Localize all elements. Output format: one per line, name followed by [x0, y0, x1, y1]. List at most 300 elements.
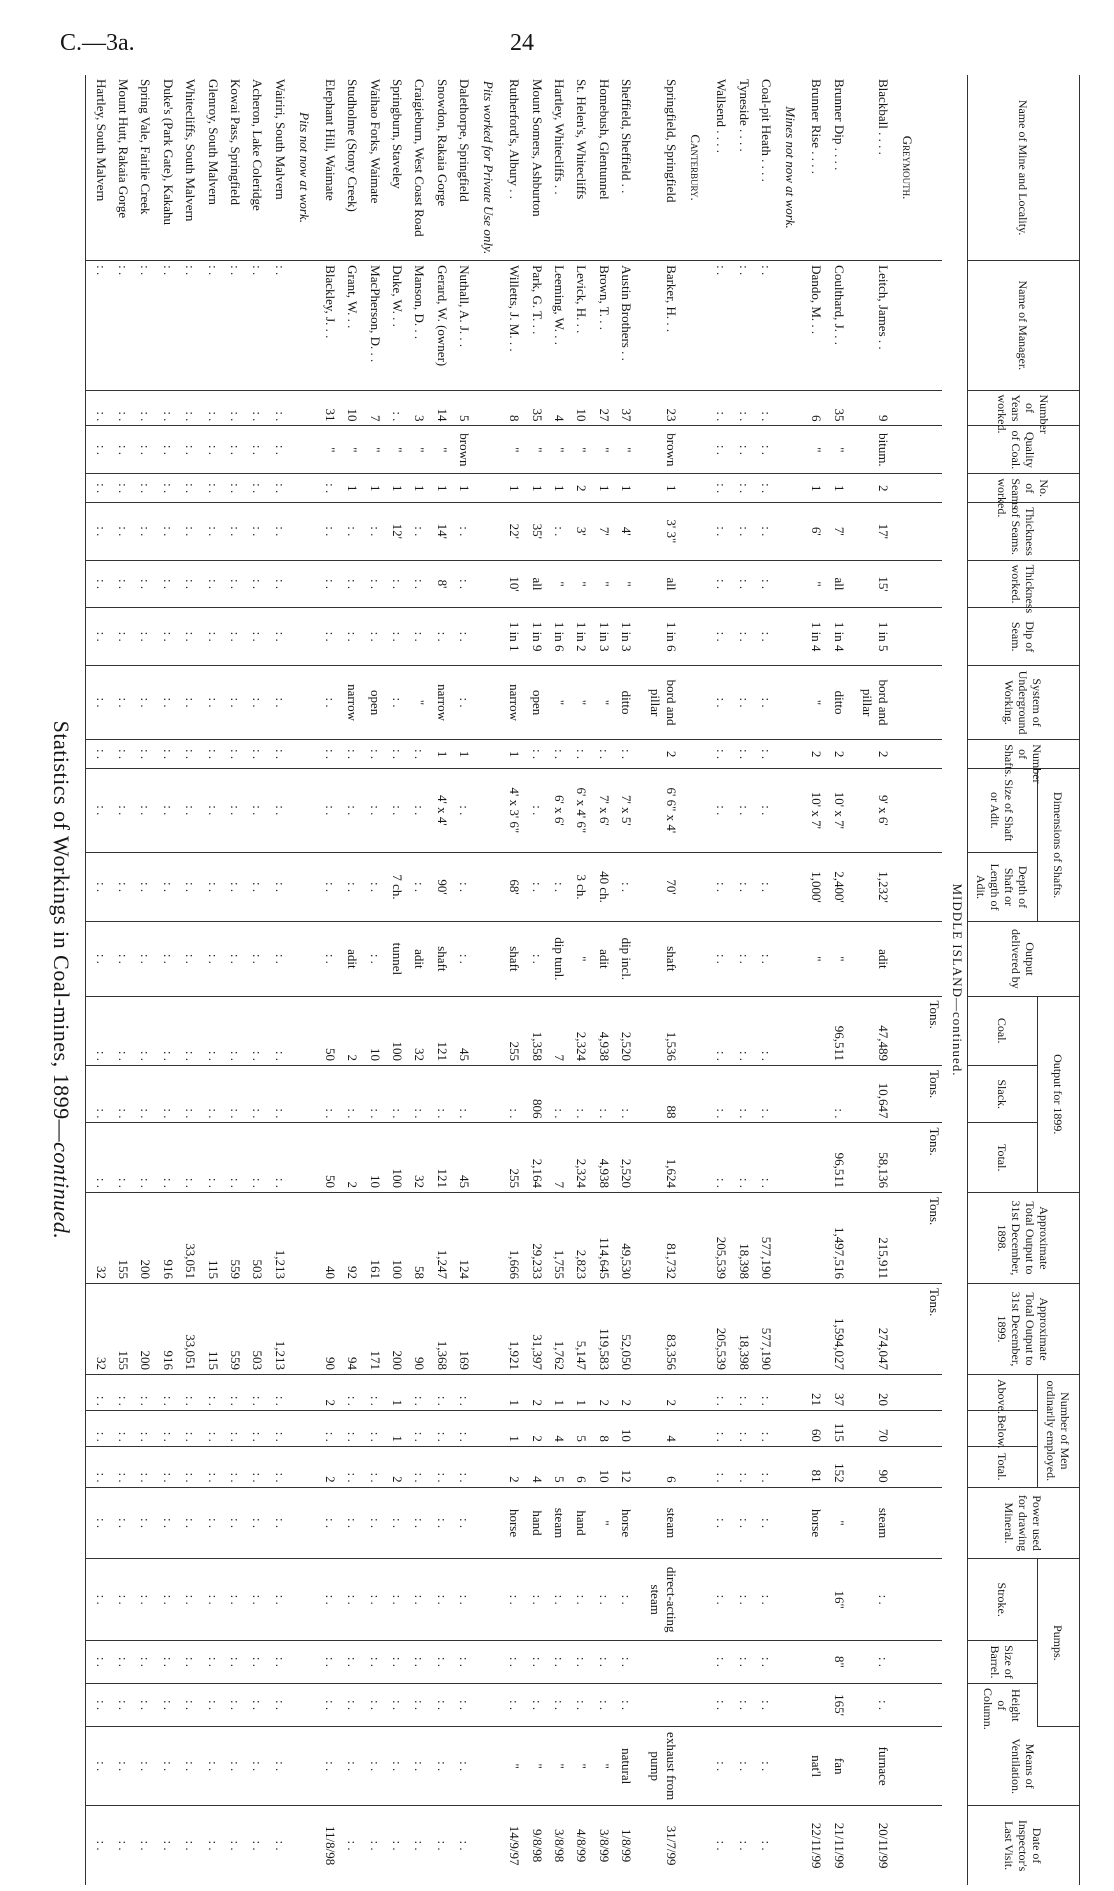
cell-depth: : .	[176, 852, 198, 921]
cell-name: Blackball . . . .	[847, 75, 892, 261]
cell-column: : .	[612, 1684, 634, 1727]
cell-size: : .	[360, 768, 382, 852]
cell-depth: : .	[243, 852, 265, 921]
cell-thick: 22'	[500, 503, 522, 560]
cell-seams: : .	[153, 474, 175, 503]
cell-to98: 114,645	[589, 1192, 611, 1283]
cell-barrel	[802, 1640, 824, 1683]
cell-stroke: : .	[729, 1559, 751, 1640]
cell-stroke	[802, 1559, 824, 1640]
cell-below: 2	[522, 1410, 544, 1446]
section-heading	[774, 75, 802, 1885]
cell-below: 4	[545, 1410, 567, 1446]
cell-to99	[802, 1283, 824, 1374]
cell-name: Wairiri, South Malvern	[265, 75, 287, 261]
cell-manager: : .	[131, 261, 153, 390]
cell-men: 5	[545, 1446, 567, 1487]
header-thickness-worked: Thickness worked.	[968, 560, 1080, 608]
cell-system: : .	[109, 665, 131, 739]
cell-power: : .	[405, 1487, 427, 1559]
page-number: 24	[510, 30, 534, 56]
header-total: Total.	[968, 1123, 1038, 1193]
cell-worked: "	[567, 560, 589, 608]
cell-stroke: : .	[847, 1559, 892, 1640]
cell-years: : .	[176, 390, 198, 426]
cell-stroke: : .	[153, 1559, 175, 1640]
cell-men: : .	[86, 1446, 109, 1487]
table-title-continued: continued.	[49, 1142, 74, 1240]
cell-total: 2	[338, 1123, 360, 1193]
cell-seams: : .	[221, 474, 243, 503]
cell-dip: : .	[243, 608, 265, 665]
cell-to98: 100	[383, 1192, 405, 1283]
rotated-table-area	[49, 75, 1080, 1885]
cell-to99: 33,051	[176, 1283, 198, 1374]
cell-column: : .	[450, 1684, 472, 1727]
cell-worked: : .	[752, 560, 774, 608]
cell-name: Springburn, Staveley	[383, 75, 405, 261]
cell-column: : .	[243, 1684, 265, 1727]
cell-men: 6	[567, 1446, 589, 1487]
table-row	[729, 75, 751, 1885]
header-total-1899: Approximate Total Output to 31st December, 1899.	[968, 1283, 1080, 1374]
cell-dip: : .	[109, 608, 131, 665]
cell-total: 4,938	[589, 1123, 611, 1193]
cell-delivered: : .	[729, 922, 751, 996]
cell-column: : .	[427, 1684, 449, 1727]
cell-seams: 2	[567, 474, 589, 503]
cell-vent: "	[589, 1727, 611, 1806]
header-barrel: Size of Barrel.	[968, 1640, 1038, 1683]
cell-slack: : .	[131, 1065, 153, 1122]
cell-coal: 45	[450, 996, 472, 1065]
cell-slack: : .	[176, 1065, 198, 1122]
section-heading	[472, 75, 500, 1885]
cell-slack: : .	[243, 1065, 265, 1122]
cell-slack: : .	[729, 1065, 751, 1122]
cell-power: : .	[338, 1487, 360, 1559]
cell-seams: : .	[752, 474, 774, 503]
cell-slack: : .	[589, 1065, 611, 1122]
cell-name: Rutherford's, Albury . .	[500, 75, 522, 261]
cell-worked: : .	[405, 560, 427, 608]
cell-stroke: : .	[221, 1559, 243, 1640]
cell-to98: 1,213	[265, 1192, 287, 1283]
cell-stroke: : .	[243, 1559, 265, 1640]
cell-size: 9' x 6'	[847, 768, 892, 852]
cell-quality: "	[802, 426, 824, 474]
cell-system: : .	[707, 665, 729, 739]
cell-name: Brunner Rise . . . .	[802, 75, 824, 261]
cell-shafts: 1	[450, 740, 472, 769]
cell-visit: : .	[434, 1840, 450, 1851]
page-ref: C.—3a.	[60, 30, 135, 56]
cell-years: 7	[360, 390, 382, 426]
cell-to98: 115	[198, 1192, 220, 1283]
cell-delivered: : .	[265, 922, 287, 996]
cell-size: 6' 6" x 4'	[634, 768, 679, 852]
cell-power: horse	[612, 1487, 634, 1559]
cell-to98: 81,732	[634, 1192, 679, 1283]
table-row	[405, 75, 427, 1885]
cell-years: 37	[612, 390, 634, 426]
header-output: Output for 1899.	[1038, 996, 1080, 1192]
cell-column: : .	[360, 1684, 382, 1727]
cell-visit: : .	[367, 1840, 383, 1851]
cell-dip: : .	[265, 608, 287, 665]
cell-depth: : .	[265, 852, 287, 921]
cell-power: : .	[243, 1487, 265, 1559]
cell-coal: 7	[545, 996, 567, 1065]
cell-total: : .	[176, 1123, 198, 1193]
cell-men: : .	[243, 1446, 265, 1487]
table-row	[802, 75, 824, 1885]
cell-above: : .	[427, 1375, 449, 1411]
cell-worked: : .	[86, 560, 109, 608]
cell-to99: 115	[198, 1283, 220, 1374]
cell-years: 10	[567, 390, 589, 426]
cell-name: Kowai Pass, Springfield	[221, 75, 243, 261]
cell-years: 27	[589, 390, 611, 426]
header-ventilation: Means of Ventilation.	[968, 1727, 1080, 1806]
header-manager: Name of Manager.	[968, 261, 1080, 390]
cell-vent: natural	[612, 1727, 634, 1806]
cell-to98: 124	[450, 1192, 472, 1283]
cell-barrel: : .	[707, 1640, 729, 1683]
cell-vent: nat'l	[802, 1727, 824, 1806]
cell-slack: : .	[567, 1065, 589, 1122]
cell-years: : .	[243, 390, 265, 426]
cell-men: : .	[752, 1446, 774, 1487]
cell-total	[802, 1123, 824, 1193]
cell-men: 2	[383, 1446, 405, 1487]
header-column: Height of Column.	[968, 1684, 1038, 1727]
cell-total: : .	[752, 1123, 774, 1193]
cell-coal: : .	[729, 996, 751, 1065]
section-label: Mines not now at work.	[774, 75, 802, 261]
coal-mines-table	[85, 75, 1080, 1885]
cell-visit: 21/11/99	[831, 1822, 847, 1869]
cell-size: 6' x 6'	[545, 768, 567, 852]
cell-manager: MacPherson, D. . .	[360, 261, 382, 390]
cell-shafts: : .	[338, 740, 360, 769]
cell-delivered: adit	[338, 922, 360, 996]
cell-years: 8	[500, 390, 522, 426]
cell-years: 35	[824, 390, 846, 426]
cell-depth: : .	[221, 852, 243, 921]
cell-thick: 14'	[427, 503, 449, 560]
cell-below: : .	[729, 1410, 751, 1446]
cell-quality: "	[500, 426, 522, 474]
cell-power: : .	[265, 1487, 287, 1559]
cell-depth: 70'	[634, 852, 679, 921]
cell-thick: : .	[153, 503, 175, 560]
header-coal: Coal.	[968, 996, 1038, 1065]
cell-to98: 200	[131, 1192, 153, 1283]
cell-manager: Barker, H. . .	[634, 261, 679, 390]
cell-vent: : .	[729, 1727, 751, 1806]
table-row	[450, 75, 472, 1885]
cell-name: Hartley, Whitecliffs . .	[545, 75, 567, 261]
cell-power: "	[824, 1487, 846, 1559]
cell-below: : .	[450, 1410, 472, 1446]
cell-to98: 29,233	[522, 1192, 544, 1283]
cell-thick: 3'	[567, 503, 589, 560]
cell-size: : .	[131, 768, 153, 852]
cell-coal: : .	[243, 996, 265, 1065]
cell-column	[634, 1684, 679, 1727]
cell-vent: exhaust from pump	[634, 1727, 679, 1806]
cell-dip: : .	[221, 608, 243, 665]
cell-below: 10	[612, 1410, 634, 1446]
cell-coal: 100	[383, 996, 405, 1065]
cell-visit: 20/11/99	[876, 1822, 892, 1869]
cell-name: Sheffield, Sheffield . .	[612, 75, 634, 261]
cell-shafts: : .	[243, 740, 265, 769]
cell-years: : .	[383, 390, 405, 426]
cell-manager: : .	[221, 261, 243, 390]
cell-thick: : .	[405, 503, 427, 560]
header-quality: Quality of Coal.	[968, 426, 1080, 474]
cell-below: : .	[338, 1410, 360, 1446]
cell-total: 2,520	[612, 1123, 634, 1193]
cell-manager: : .	[198, 261, 220, 390]
cell-to99: 274,047	[847, 1283, 892, 1374]
cell-thick: 7'	[824, 503, 846, 560]
cell-worked: : .	[176, 560, 198, 608]
cell-shafts: : .	[405, 740, 427, 769]
units-coal: Tons.	[919, 996, 941, 1065]
cell-depth: : .	[450, 852, 472, 921]
table-row	[316, 75, 338, 1885]
cell-visit: : .	[227, 1840, 243, 1851]
cell-to99: 205,539	[707, 1283, 729, 1374]
cell-name: Acheron, Lake Coleridge	[243, 75, 265, 261]
cell-seams: 1	[589, 474, 611, 503]
cell-men: 152	[824, 1446, 846, 1487]
cell-power: : .	[198, 1487, 220, 1559]
cell-coal: : .	[176, 996, 198, 1065]
cell-thick: : .	[243, 503, 265, 560]
cell-visit: : .	[714, 1840, 730, 1851]
island-band-label: MIDDLE ISLAND—continued.	[950, 883, 965, 1077]
cell-vent: "	[522, 1727, 544, 1806]
cell-shafts: 1	[427, 740, 449, 769]
header-name: Name of Mine and Locality.	[968, 75, 1080, 261]
table-row	[243, 75, 265, 1885]
cell-to99: 1,762	[545, 1283, 567, 1374]
cell-above: : .	[109, 1375, 131, 1411]
cell-above: 1	[383, 1375, 405, 1411]
cell-seams: 1	[427, 474, 449, 503]
cell-thick: : .	[265, 503, 287, 560]
cell-below: 1	[500, 1410, 522, 1446]
cell-to99: 1,921	[500, 1283, 522, 1374]
cell-size: 6' x 4' 6"	[567, 768, 589, 852]
cell-coal: 4,938	[589, 996, 611, 1065]
cell-dip: : .	[707, 608, 729, 665]
cell-to99: 916	[153, 1283, 175, 1374]
cell-size: : .	[198, 768, 220, 852]
cell-years: : .	[221, 390, 243, 426]
cell-slack: : .	[316, 1065, 338, 1122]
header-slack: Slack.	[968, 1065, 1038, 1122]
cell-depth: : .	[752, 852, 774, 921]
cell-to98: 40	[316, 1192, 338, 1283]
cell-vent: : .	[153, 1727, 175, 1806]
cell-size: : .	[86, 768, 109, 852]
cell-seams: : .	[707, 474, 729, 503]
cell-power: : .	[427, 1487, 449, 1559]
cell-stroke: : .	[405, 1559, 427, 1640]
cell-total: : .	[86, 1123, 109, 1193]
cell-to98: 32	[86, 1192, 109, 1283]
cell-slack: : .	[198, 1065, 220, 1122]
cell-dip: : .	[729, 608, 751, 665]
cell-quality: brown	[634, 426, 679, 474]
table-title	[50, 75, 74, 1885]
units-total-1898: Tons.	[919, 1192, 941, 1283]
cell-years: 4	[545, 390, 567, 426]
cell-total: 1,624	[634, 1123, 679, 1193]
cell-delivered: dip incl.	[612, 922, 634, 996]
cell-above: : .	[153, 1375, 175, 1411]
cell-seams: : .	[243, 474, 265, 503]
cell-size: : .	[707, 768, 729, 852]
cell-visit: : .	[272, 1840, 288, 1851]
cell-below: 8	[589, 1410, 611, 1446]
cell-vent: : .	[338, 1727, 360, 1806]
cell-to99: 119,583	[589, 1283, 611, 1374]
section-heading	[679, 75, 707, 1885]
header-total-1898: Approximate Total Output to 31st December, 1898.	[968, 1192, 1080, 1283]
cell-manager: Leeming, W. . .	[545, 261, 567, 390]
table-body	[86, 75, 968, 1885]
cell-above: : .	[450, 1375, 472, 1411]
cell-dip: : .	[316, 608, 338, 665]
cell-name: Spring Vale, Fairlie Creek	[131, 75, 153, 261]
cell-delivered: : .	[131, 922, 153, 996]
header-pumps: Pumps.	[1038, 1559, 1080, 1727]
section-label: Canterbury.	[679, 75, 707, 261]
cell-dip: : .	[86, 608, 109, 665]
cell-thick: 17'	[847, 503, 892, 560]
cell-vent: "	[500, 1727, 522, 1806]
table-row	[176, 75, 198, 1885]
cell-quality: : .	[243, 426, 265, 474]
cell-vent: : .	[221, 1727, 243, 1806]
cell-dip: 1 in 3	[612, 608, 634, 665]
cell-system: ditto	[824, 665, 846, 739]
table-row	[824, 75, 846, 1885]
cell-size: 4' x 3' 6"	[500, 768, 522, 852]
cell-below: 1	[383, 1410, 405, 1446]
cell-dip: 1 in 4	[802, 608, 824, 665]
cell-delivered: shaft	[427, 922, 449, 996]
cell-years: 35	[522, 390, 544, 426]
cell-stroke: : .	[589, 1559, 611, 1640]
table-row	[427, 75, 449, 1885]
cell-quality: brown	[450, 426, 472, 474]
cell-slack: : .	[221, 1065, 243, 1122]
cell-below: : .	[243, 1410, 265, 1446]
cell-power: hand	[567, 1487, 589, 1559]
cell-barrel: : .	[522, 1640, 544, 1683]
cell-name: Coal-pit Heath . . . .	[752, 75, 774, 261]
cell-delivered: adit	[589, 922, 611, 996]
cell-power: : .	[450, 1487, 472, 1559]
cell-to99: 5,147	[567, 1283, 589, 1374]
cell-men: : .	[360, 1446, 382, 1487]
cell-quality: : .	[109, 426, 131, 474]
cell-coal: : .	[707, 996, 729, 1065]
cell-to98	[802, 1192, 824, 1283]
cell-to98: 1,497,516	[824, 1192, 846, 1283]
header-shafts-no: Number of Shafts.	[968, 740, 1080, 769]
cell-visit: 11/8/98	[322, 1825, 338, 1866]
cell-above: 1	[545, 1375, 567, 1411]
cell-manager: Dando, M. . .	[802, 261, 824, 390]
cell-dip: : .	[176, 608, 198, 665]
cell-size: : .	[729, 768, 751, 852]
cell-slack: : .	[86, 1065, 109, 1122]
cell-system: : .	[86, 665, 109, 739]
cell-delivered: "	[824, 922, 846, 996]
cell-men: 90	[847, 1446, 892, 1487]
cell-to99: 52,050	[612, 1283, 634, 1374]
cell-worked: : .	[243, 560, 265, 608]
cell-dip: : .	[427, 608, 449, 665]
cell-shafts: : .	[612, 740, 634, 769]
cell-column: : .	[316, 1684, 338, 1727]
cell-above: : .	[86, 1375, 109, 1411]
cell-shafts: 1	[500, 740, 522, 769]
cell-column: : .	[131, 1684, 153, 1727]
cell-above: : .	[729, 1375, 751, 1411]
cell-to98: 503	[243, 1192, 265, 1283]
cell-slack: : .	[338, 1065, 360, 1122]
cell-shafts: : .	[383, 740, 405, 769]
cell-worked: : .	[338, 560, 360, 608]
cell-column: : .	[500, 1684, 522, 1727]
cell-men: 4	[522, 1446, 544, 1487]
cell-seams: 1	[824, 474, 846, 503]
cell-name: Hartley, South Malvern	[86, 75, 109, 261]
cell-column: : .	[589, 1684, 611, 1727]
cell-seams: : .	[131, 474, 153, 503]
cell-manager: : .	[153, 261, 175, 390]
cell-manager: Levick, H. . .	[567, 261, 589, 390]
cell-worked: : .	[450, 560, 472, 608]
cell-barrel: : .	[752, 1640, 774, 1683]
cell-quality: "	[338, 426, 360, 474]
cell-system: : .	[752, 665, 774, 739]
cell-to98: 205,539	[707, 1192, 729, 1283]
cell-slack: : .	[450, 1065, 472, 1122]
cell-coal: 2	[338, 996, 360, 1065]
cell-stroke: : .	[86, 1559, 109, 1640]
cell-visit: 22/11/99	[809, 1822, 825, 1869]
cell-system: : .	[153, 665, 175, 739]
cell-depth: : .	[131, 852, 153, 921]
cell-stroke: : .	[338, 1559, 360, 1640]
cell-years: : .	[109, 390, 131, 426]
cell-name: Waihao Forks, Waimate	[360, 75, 382, 261]
cell-vent: : .	[316, 1727, 338, 1806]
cell-name: Homebush, Glentunnel	[589, 75, 611, 261]
cell-depth: 2,400'	[824, 852, 846, 921]
cell-coal: : .	[153, 996, 175, 1065]
